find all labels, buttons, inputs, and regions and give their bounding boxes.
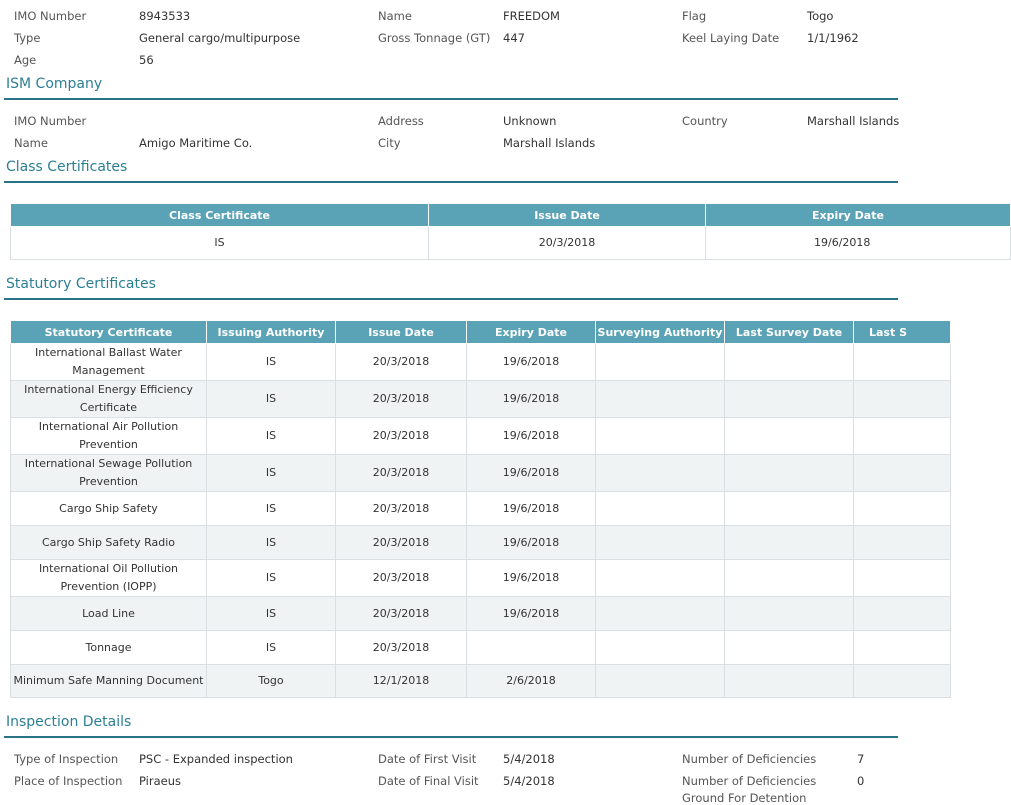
issuing-authority-cell: IS bbox=[207, 381, 336, 418]
surveying-authority-cell bbox=[596, 381, 725, 418]
flag-value: Togo bbox=[807, 9, 834, 23]
last-survey-date-cell bbox=[725, 526, 854, 560]
certificate-name-cell: Cargo Ship Safety Radio bbox=[11, 526, 207, 560]
ism-name-value: Amigo Maritime Co. bbox=[139, 136, 253, 150]
deficiencies-value: 7 bbox=[857, 752, 865, 766]
table-row bbox=[11, 381, 951, 418]
expiry-date-cell: 19/6/2018 bbox=[467, 418, 596, 455]
issue-date-cell: 12/1/2018 bbox=[336, 665, 467, 698]
last-s-cell bbox=[854, 631, 951, 665]
statutory-certificates-title: Statutory Certificates bbox=[6, 276, 156, 292]
issuing-authority-header[interactable]: Issuing Authority bbox=[207, 321, 336, 344]
statutory-certificates-table-wrap bbox=[10, 320, 907, 700]
last-s-cell bbox=[854, 560, 951, 597]
issue-date-cell: 20/3/2018 bbox=[336, 526, 467, 560]
section-divider bbox=[4, 298, 898, 300]
issue-date-cell: 20/3/2018 bbox=[336, 455, 467, 492]
issue-date-header[interactable]: Issue Date bbox=[429, 204, 706, 227]
table-row bbox=[11, 560, 951, 597]
surveying-authority-cell bbox=[596, 560, 725, 597]
last-s-cell bbox=[854, 665, 951, 698]
class-certificates-title: Class Certificates bbox=[6, 159, 128, 175]
ism-address-label: Address bbox=[378, 114, 424, 128]
surveying-authority-cell bbox=[596, 631, 725, 665]
age-value: 56 bbox=[139, 53, 154, 67]
gross-tonnage-value: 447 bbox=[503, 31, 525, 45]
last-s-cell bbox=[854, 344, 951, 381]
ship-name-value: FREEDOM bbox=[503, 9, 560, 23]
type-of-inspection-label: Type of Inspection bbox=[14, 752, 119, 766]
surveying-authority-cell bbox=[596, 665, 725, 698]
ground-for-detention-label: Ground For Detention bbox=[682, 791, 807, 805]
statutory-certificates-table bbox=[10, 320, 951, 698]
last-survey-date-cell bbox=[725, 344, 854, 381]
class-certificate-header[interactable]: Class Certificate bbox=[11, 204, 429, 227]
issue-date-cell: 20/3/2018 bbox=[429, 227, 706, 260]
ism-imo-label: IMO Number bbox=[14, 114, 87, 128]
ism-country-value: Marshall Islands bbox=[807, 114, 900, 128]
issue-date-cell: 20/3/2018 bbox=[336, 560, 467, 597]
ship-name-label: Name bbox=[378, 9, 412, 23]
last-s-cell bbox=[854, 526, 951, 560]
table-row bbox=[11, 665, 951, 698]
issue-date-cell: 20/3/2018 bbox=[336, 492, 467, 526]
imo-number-value: 8943533 bbox=[139, 9, 191, 23]
table-row bbox=[11, 492, 951, 526]
certificate-name-cell: Minimum Safe Manning Document bbox=[11, 665, 207, 698]
last-survey-date-cell bbox=[725, 597, 854, 631]
expiry-date-cell: 19/6/2018 bbox=[467, 344, 596, 381]
last-survey-date-cell bbox=[725, 665, 854, 698]
imo-number-label: IMO Number bbox=[14, 9, 87, 23]
table-row bbox=[11, 455, 951, 492]
table-row bbox=[11, 418, 951, 455]
section-divider bbox=[4, 181, 898, 183]
expiry-date-cell bbox=[467, 631, 596, 665]
ism-name-label: Name bbox=[14, 136, 48, 150]
last-s-header[interactable]: Last S bbox=[854, 321, 951, 344]
surveying-authority-cell bbox=[596, 455, 725, 492]
issuing-authority-cell: IS bbox=[207, 560, 336, 597]
surveying-authority-cell bbox=[596, 492, 725, 526]
class-certificates-table-wrap bbox=[10, 203, 898, 263]
certificate-name-cell: Load Line bbox=[11, 597, 207, 631]
surveying-authority-cell bbox=[596, 526, 725, 560]
issue-date-cell: 20/3/2018 bbox=[336, 597, 467, 631]
gross-tonnage-label: Gross Tonnage (GT) bbox=[378, 31, 491, 45]
statutory-certificate-header[interactable]: Statutory Certificate bbox=[11, 321, 207, 344]
last-survey-date-cell bbox=[725, 560, 854, 597]
issue-date-header[interactable]: Issue Date bbox=[336, 321, 467, 344]
last-survey-date-header[interactable]: Last Survey Date bbox=[725, 321, 854, 344]
issue-date-cell: 20/3/2018 bbox=[336, 381, 467, 418]
certificate-name-cell: International Energy Efficiency Certificate bbox=[11, 381, 207, 418]
last-survey-date-cell bbox=[725, 455, 854, 492]
issuing-authority-cell: Togo bbox=[207, 665, 336, 698]
issue-date-cell: 20/3/2018 bbox=[336, 344, 467, 381]
section-divider bbox=[4, 98, 898, 100]
surveying-authority-cell bbox=[596, 597, 725, 631]
class-certificate-cell: IS bbox=[11, 227, 429, 260]
expiry-date-header[interactable]: Expiry Date bbox=[467, 321, 596, 344]
age-label: Age bbox=[14, 53, 37, 67]
deficiencies-label: Number of Deficiencies bbox=[682, 752, 817, 766]
certificate-name-cell: Cargo Ship Safety bbox=[11, 492, 207, 526]
issue-date-cell: 20/3/2018 bbox=[336, 418, 467, 455]
last-s-cell bbox=[854, 455, 951, 492]
issuing-authority-cell: IS bbox=[207, 455, 336, 492]
ism-address-value: Unknown bbox=[503, 114, 557, 128]
last-survey-date-cell bbox=[725, 492, 854, 526]
table-row bbox=[11, 344, 951, 381]
keel-laying-label: Keel Laying Date bbox=[682, 31, 780, 45]
certificate-name-cell: International Sewage Pollution Prevention bbox=[11, 455, 207, 492]
certificate-name-cell: Tonnage bbox=[11, 631, 207, 665]
last-survey-date-cell bbox=[725, 418, 854, 455]
last-survey-date-cell bbox=[725, 381, 854, 418]
certificate-name-cell: International Ballast Water Management bbox=[11, 344, 207, 381]
expiry-date-cell: 19/6/2018 bbox=[467, 381, 596, 418]
ism-city-label: City bbox=[378, 136, 401, 150]
type-value: General cargo/multipurpose bbox=[139, 31, 301, 45]
place-of-inspection-label: Place of Inspection bbox=[14, 774, 123, 788]
last-survey-date-cell bbox=[725, 631, 854, 665]
surveying-authority-cell bbox=[596, 344, 725, 381]
ism-company-title: ISM Company bbox=[6, 76, 103, 92]
table-row bbox=[11, 526, 951, 560]
place-of-inspection-value: Piraeus bbox=[139, 774, 182, 788]
class-certificates-table bbox=[10, 203, 1011, 260]
deficiencies-label-2: Number of Deficiencies bbox=[682, 774, 817, 788]
issuing-authority-cell: IS bbox=[207, 418, 336, 455]
expiry-date-cell: 19/6/2018 bbox=[467, 455, 596, 492]
expiry-date-cell: 2/6/2018 bbox=[467, 665, 596, 698]
inspection-details-title: Inspection Details bbox=[6, 714, 132, 730]
expiry-date-cell: 19/6/2018 bbox=[467, 597, 596, 631]
type-label: Type bbox=[14, 31, 41, 45]
expiry-date-header[interactable]: Expiry Date bbox=[706, 204, 1011, 227]
deficiencies-value-2: 0 bbox=[857, 774, 865, 788]
surveying-authority-cell bbox=[596, 418, 725, 455]
ism-city-value: Marshall Islands bbox=[503, 136, 596, 150]
last-s-cell bbox=[854, 492, 951, 526]
expiry-date-cell: 19/6/2018 bbox=[467, 526, 596, 560]
certificate-name-cell: International Air Pollution Prevention bbox=[11, 418, 207, 455]
ism-country-label: Country bbox=[682, 114, 728, 128]
flag-label: Flag bbox=[682, 9, 707, 23]
final-visit-label: Date of Final Visit bbox=[378, 774, 479, 788]
issue-date-cell: 20/3/2018 bbox=[336, 631, 467, 665]
section-divider bbox=[4, 736, 898, 738]
first-visit-label: Date of First Visit bbox=[378, 752, 477, 766]
expiry-date-cell: 19/6/2018 bbox=[706, 227, 1011, 260]
expiry-date-cell: 19/6/2018 bbox=[467, 492, 596, 526]
certificate-name-cell: International Oil Pollution Prevention (IOPP) bbox=[11, 560, 207, 597]
final-visit-value: 5/4/2018 bbox=[503, 774, 555, 788]
issuing-authority-cell: IS bbox=[207, 597, 336, 631]
issuing-authority-cell: IS bbox=[207, 631, 336, 665]
keel-laying-value: 1/1/1962 bbox=[807, 31, 859, 45]
surveying-authority-header[interactable]: Surveying Authority bbox=[596, 321, 725, 344]
table-row bbox=[11, 631, 951, 665]
table-row bbox=[11, 597, 951, 631]
last-s-cell bbox=[854, 381, 951, 418]
expiry-date-cell: 19/6/2018 bbox=[467, 560, 596, 597]
first-visit-value: 5/4/2018 bbox=[503, 752, 555, 766]
type-of-inspection-value: PSC - Expanded inspection bbox=[139, 752, 293, 766]
issuing-authority-cell: IS bbox=[207, 492, 336, 526]
last-s-cell bbox=[854, 418, 951, 455]
last-s-cell bbox=[854, 597, 951, 631]
issuing-authority-cell: IS bbox=[207, 344, 336, 381]
issuing-authority-cell: IS bbox=[207, 526, 336, 560]
